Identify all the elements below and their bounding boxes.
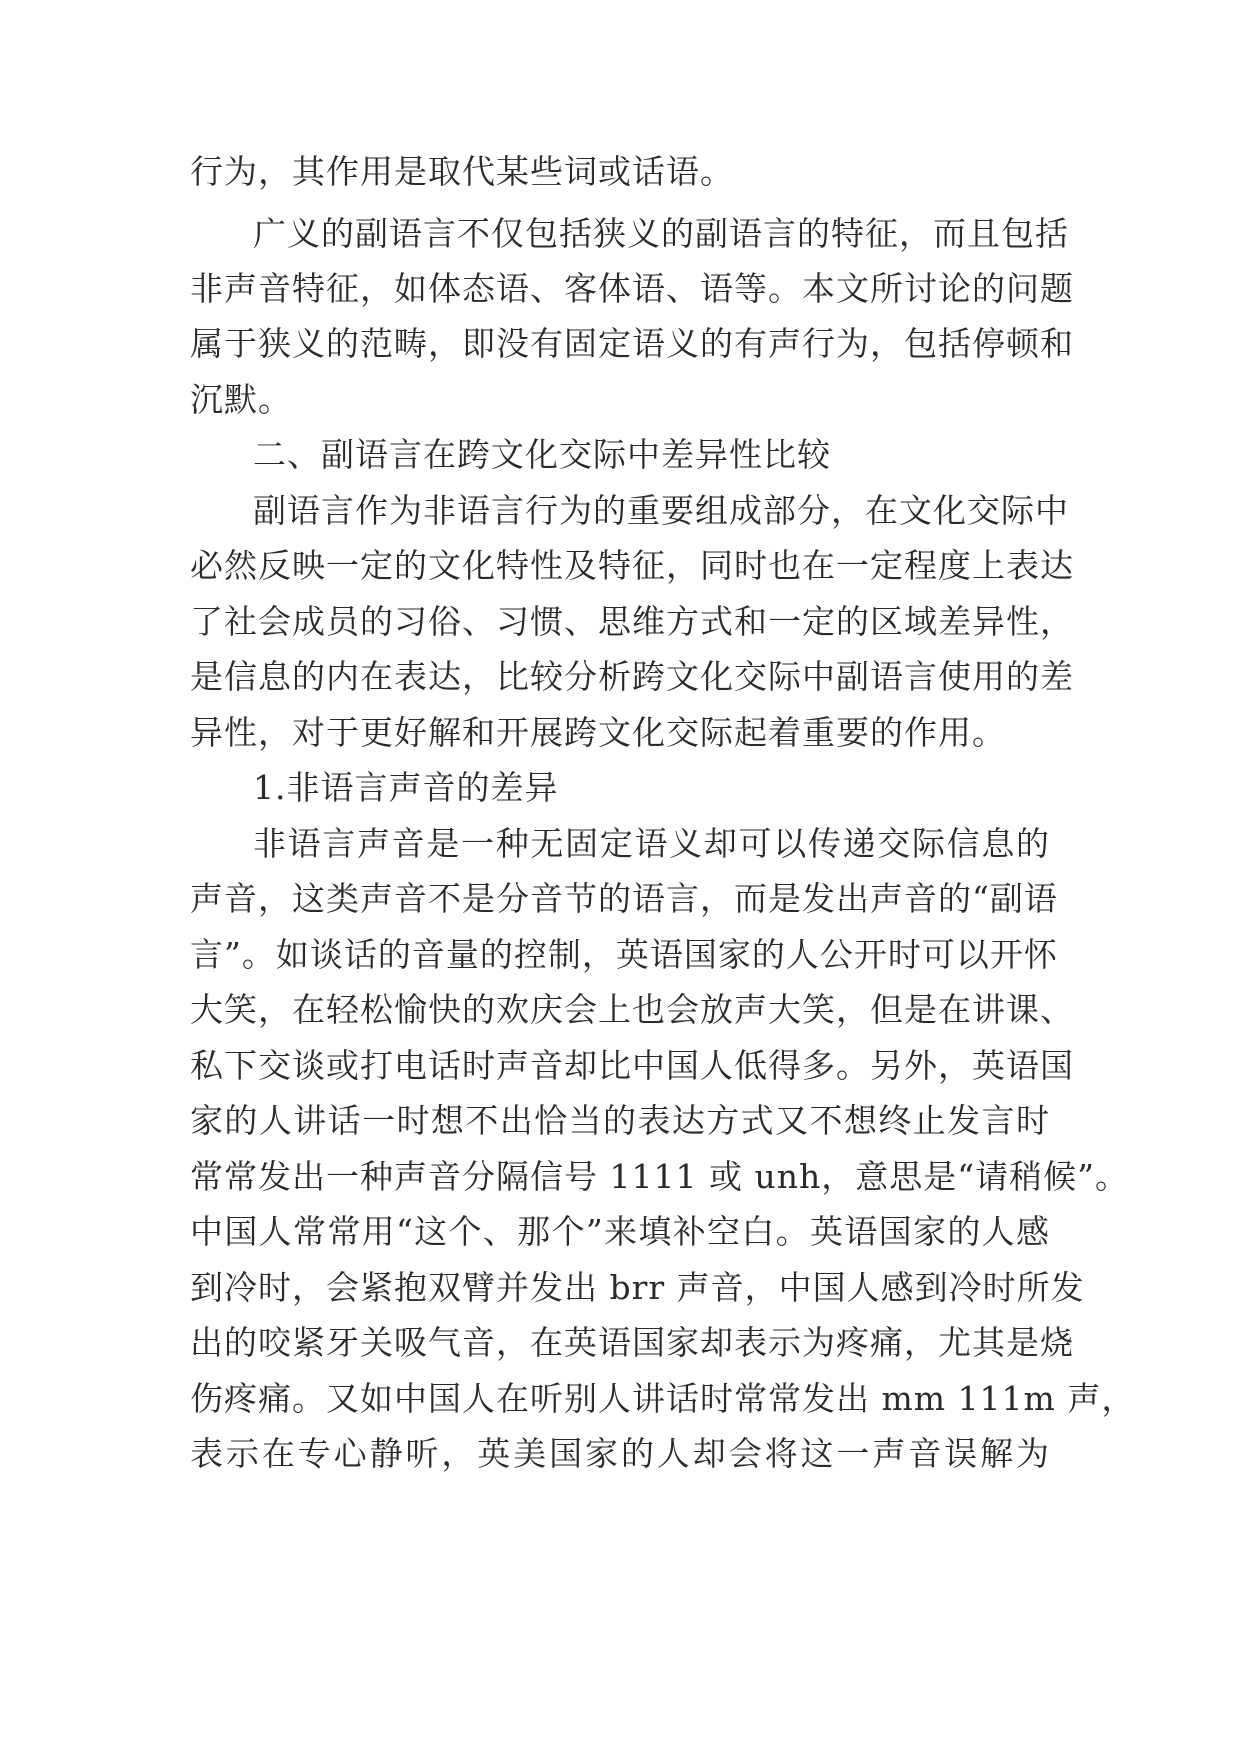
text-line: 大笑，在轻松愉快的欢庆会上也会放声大笑，但是在讲课、 (190, 990, 1074, 1029)
text-line: 私下交谈或打电话时声音却比中国人低得多。另外，英语国 (190, 1046, 1074, 1085)
text-line: 家的人讲话一时想不出恰当的表达方式又不想终止发言时 (190, 1101, 1050, 1140)
text-line: 异性，对于更好解和开展跨文化交际起着重要的作用。 (190, 713, 1006, 752)
text-line: 常常发出一种声音分隔信号 1111 或 unh，意思是“请稍候”。 (190, 1157, 1129, 1196)
text-line: 属于狭义的范畴，即没有固定语义的有声行为，包括停顿和 (190, 324, 1074, 363)
text-line: 中国人常常用“这个、那个”来填补空白。英语国家的人感 (190, 1212, 1050, 1251)
text-line: 行为，其作用是取代某些词或话语。 (190, 152, 734, 191)
text-line: 必然反映一定的文化特性及特征，同时也在一定程度上表达 (190, 546, 1074, 585)
paragraph-start-line: 非语言声音是一种无固定语义却可以传递交际信息的 (253, 824, 1050, 863)
subsection-heading: 1.非语言声音的差异 (253, 768, 559, 807)
text-line: 沉默。 (190, 380, 292, 419)
text-line: 非声音特征，如体态语、客体语、语等。本文所讨论的问题 (190, 269, 1074, 308)
text-line: 了社会成员的习俗、习惯、思维方式和一定的区域差异性， (190, 602, 1074, 641)
section-heading: 二、副语言在跨文化交际中差异性比较 (253, 435, 831, 474)
text-line: 言”。如谈话的音量的控制，英语国家的人公开时可以开怀 (190, 935, 1058, 974)
text-line: 伤疼痛。又如中国人在听别人讲话时常常发出 mm 111m 声， (190, 1379, 1136, 1418)
text-line: 声音，这类声音不是分音节的语言，而是发出声音的“副语 (190, 879, 1058, 918)
text-line: 表示在专心静听，英美国家的人却会将这一声音误解为 (190, 1434, 1050, 1473)
paragraph-start-line: 广义的副语言不仅包括狭义的副语言的特征，而且包括 (253, 214, 1069, 253)
text-line: 出的咬紧牙关吸气音，在英语国家却表示为疼痛，尤其是烧 (190, 1323, 1074, 1362)
text-line: 是信息的内在表达，比较分析跨文化交际中副语言使用的差 (190, 657, 1074, 696)
text-line: 到冷时，会紧抱双臂并发出 brr 声音，中国人感到冷时所发 (190, 1268, 1085, 1307)
paragraph-start-line: 副语言作为非语言行为的重要组成部分，在文化交际中 (253, 491, 1069, 530)
